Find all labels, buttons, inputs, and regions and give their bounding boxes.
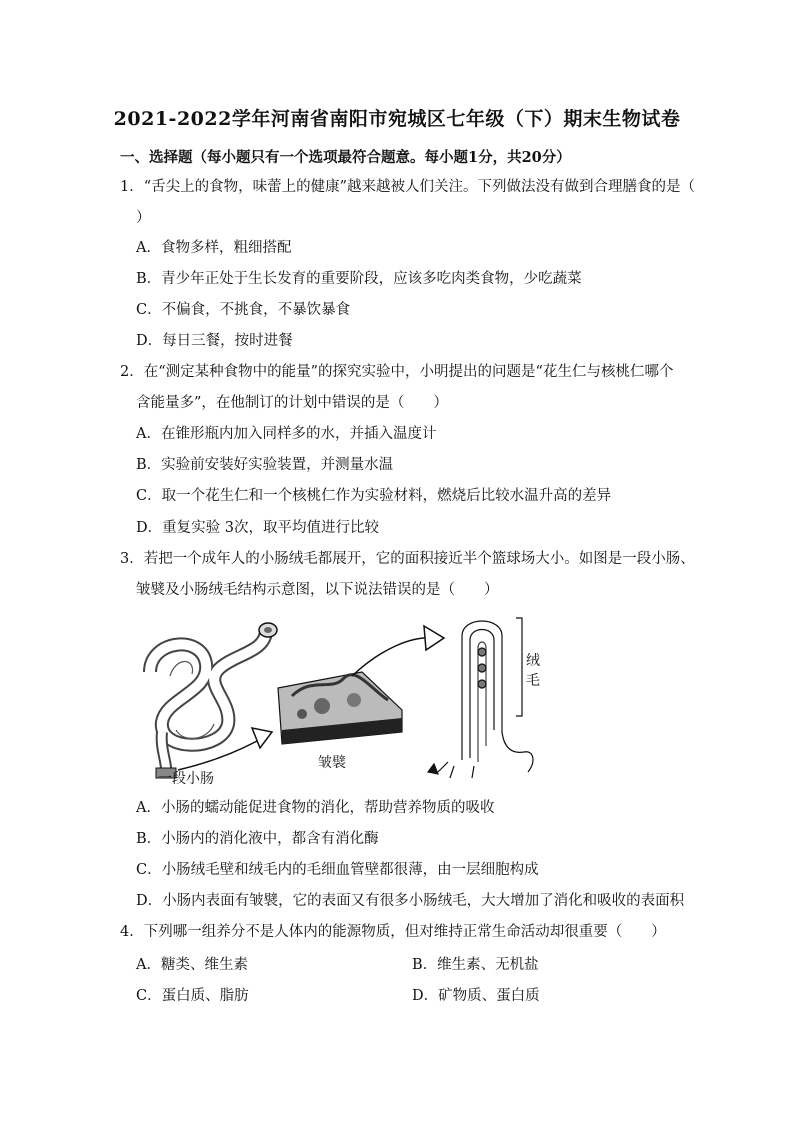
q3-option-c: C．小肠绒毛壁和绒毛内的毛细血管壁都很薄，由一层细胞构成: [136, 862, 539, 878]
fold-block-drawing: [278, 672, 402, 744]
label-small-intestine: 一段小肠: [158, 771, 214, 787]
villus-bracket: [516, 618, 522, 716]
q2-option-b: B．实验前安装好实验装置，并测量水温: [136, 457, 394, 473]
q4-option-b: B．维生素、无机盐: [412, 957, 539, 973]
q2-stem-line2: 含能量多”，在他制订的计划中错误的是（ ）: [136, 395, 448, 411]
q2-option-a: A．在锥形瓶内加入同样多的水，并插入温度计: [136, 426, 437, 442]
q3-option-d: D．小肠内表面有皱襞，它的表面又有很多小肠绒毛，大大增加了消化和吸收的表面积: [136, 893, 685, 909]
arrow-to-villus: [352, 626, 444, 676]
q4-option-a: A．糖类、维生素: [136, 957, 248, 973]
label-fold: 皱襞: [318, 755, 346, 771]
villus-drawing: [428, 621, 533, 778]
q3-stem-line1: 3．若把一个成年人的小肠绒毛都展开，它的面积接近半个篮球场大小。如图是一段小肠、: [120, 551, 695, 567]
q1-stem-line1: 1．“舌尖上的食物，味蕾上的健康”越来越被人们关注。下列做法没有做到合理膳食的是（: [120, 179, 696, 195]
q1-stem-line2: ）: [136, 210, 151, 226]
q2-stem-line1: 2．在“测定某种食物中的能量”的探究实验中，小明提出的问题是“花生仁与核桃仁哪个: [120, 364, 674, 380]
q2-option-c: C．取一个花生仁和一个核桃仁作为实验材料，燃烧后比较水温升高的差异: [136, 488, 612, 504]
q1-option-c: C．不偏食，不挑食，不暴饮暴食: [136, 302, 351, 318]
label-villus-2: 毛: [526, 673, 540, 689]
q3-stem-line2: 皱襞及小肠绒毛结构示意图，以下说法错误的是（ ）: [136, 582, 499, 598]
q4-option-c: C．蛋白质、脂肪: [136, 988, 249, 1004]
intestine-structure-figure: [132, 612, 552, 790]
q3-option-a: A．小肠的蠕动能促进食物的消化，帮助营养物质的吸收: [136, 800, 495, 816]
q1-option-a: A．食物多样，粗细搭配: [136, 240, 292, 256]
small-intestine-drawing: [150, 623, 277, 778]
q2-option-d: D．重复实验 3次，取平均值进行比较: [136, 520, 379, 536]
q1-option-d: D．每日三餐，按时进餐: [136, 333, 293, 349]
q3-option-b: B．小肠内的消化液中，都含有消化酶: [136, 831, 379, 847]
q4-stem: 4．下列哪一组养分不是人体内的能源物质，但对维持正常生命活动却很重要（ ）: [120, 924, 666, 940]
q1-option-b: B．青少年正处于生长发育的重要阶段，应该多吃肉类食物，少吃蔬菜: [136, 271, 582, 287]
exam-title: 2021-2022学年河南省南阳市宛城区七年级（下）期末生物试卷: [113, 108, 681, 130]
q4-option-d: D．矿物质、蛋白质: [412, 988, 540, 1004]
section-heading: 一、选择题（每小题只有一个选项最符合题意。每小题1分，共20分）: [120, 149, 571, 166]
label-villus-1: 绒: [526, 653, 540, 669]
